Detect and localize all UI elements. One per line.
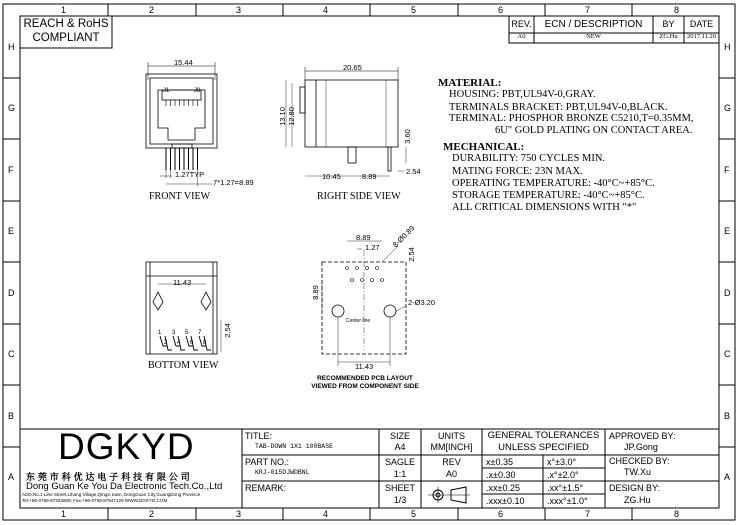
remark-label: REMARK: [245, 483, 287, 493]
revision-cell: ZG.Hu [659, 33, 678, 40]
design-value: ZG.Hu [624, 495, 651, 505]
mechanical-line: OPERATING TEMPERATURE: -40°C~+85°C. [452, 178, 655, 189]
grid-col-label: 2 [149, 5, 155, 15]
dim-pcb-peg: 2-Ø3.20 [408, 298, 436, 307]
revision-header: DATE [689, 19, 714, 29]
grid-col-label: 5 [411, 509, 417, 519]
title-value: TAB-DOWN 1X1 100BASE [255, 443, 334, 450]
material-line: TERMINAL: PHOSPHOR BRONZE C5210,T=0.35MM, [449, 113, 694, 124]
pcb-layout-title [300, 375, 430, 391]
material-heading: MATERIAL: [438, 77, 502, 89]
tolerance-linear: .xxx±0.10 [486, 496, 525, 506]
size-value: A4 [394, 442, 406, 452]
dim-pcb-a: 8.89 [356, 233, 371, 242]
material-line: TERMINALS BRACKET: PBT,UL94V-0,BLACK. [449, 102, 668, 113]
tolerance-angular: .xxx°±1.0° [547, 496, 588, 506]
compliance-line: COMPLIANT [32, 32, 100, 44]
revision-cell: 2017.11.20 [686, 33, 716, 40]
grid-row-label: H [8, 42, 15, 52]
company-name-cn: 东 莞 市 科 优 达 电 子 科 技 有 限 公 司 [26, 472, 190, 482]
scale-label: SAGLE [384, 457, 415, 467]
grid-row-label: F [724, 165, 730, 175]
company-address: ADD:No.1 Lihe Street,Lihang Village,Qingxi town, DongGuan City,GuangDong Province [22, 492, 201, 497]
pcb-layout-drawing [322, 241, 406, 366]
grid-col-label: 7 [585, 5, 591, 15]
design-label: DESIGN BY: [609, 483, 661, 493]
grid-row-label: E [8, 226, 15, 236]
grid-row-label: A [8, 472, 15, 482]
dim-front-span: 7*1.27=8.89 [213, 178, 254, 187]
dim-bottom-pin: 3 [172, 330, 176, 336]
grid-col-label: 2 [149, 509, 155, 519]
grid-col-label: 3 [236, 5, 242, 15]
revision-cell: A0 [517, 33, 526, 40]
approved-label: APPROVED BY: [609, 431, 676, 441]
part-label: PART NO.: [245, 457, 290, 467]
dim-pcb-center: Center line [346, 318, 371, 324]
grid-col-label: 5 [411, 5, 417, 15]
grid-col-label: 1 [61, 5, 67, 15]
grid-col-label: 6 [498, 5, 504, 15]
tolerance-linear: .xx±0.25 [486, 483, 520, 493]
mechanical-line: ALL CRITICAL DIMENSIONS WITH "*" [452, 202, 637, 213]
grid-col-label: 7 [585, 509, 591, 519]
grid-row-label: D [724, 288, 731, 298]
size-label: SIZE [389, 431, 410, 441]
grid-col-label: 1 [61, 509, 67, 519]
approved-value: JP.Gong [624, 442, 658, 452]
scale-value: 1:1 [393, 469, 407, 479]
tolerance-heading: GENERAL TOLERANCES [487, 430, 600, 441]
dim-front-pitch: 1.27TYP [175, 170, 205, 179]
grid-row-label: C [8, 349, 15, 359]
grid-col-label: 3 [236, 509, 242, 519]
tolerance-subheading: UNLESS SPECIFIED [498, 442, 589, 453]
dim-bottom-pin: 1 [158, 330, 162, 336]
dim-side-a: 10.45 [322, 172, 341, 181]
dim-side-b: 8.89 [362, 172, 377, 181]
dim-side-height: 13.10 [277, 107, 287, 126]
front-view-drawing [146, 62, 217, 186]
grid-col-label: 8 [674, 509, 680, 519]
company-logo: DGKYD [58, 426, 195, 467]
material-line: 6U" GOLD PLATING ON CONTACT AREA. [495, 125, 693, 136]
tolerance-linear: .x±0.30 [486, 470, 516, 480]
pcb-layout-title-line: VIEWED FROM COMPONENT SIDE [311, 383, 419, 390]
dim-side-width: 20.65 [343, 63, 362, 72]
revision-header: ECN / DESCRIPTION [544, 19, 643, 30]
dim-bottom-width: 11.43 [173, 278, 192, 287]
revision-header: REV. [511, 19, 532, 29]
grid-row-label: B [8, 411, 15, 421]
dim-bottom-height: 2.54 [222, 323, 232, 338]
dim-bottom-pin: 4 [177, 340, 181, 346]
rev-label: REV [442, 457, 461, 467]
grid-row-label: E [724, 226, 731, 236]
dim-bottom-pin: 5 [185, 330, 189, 336]
grid-row-label: G [8, 103, 16, 113]
dim-pcb-c: 2.54 [406, 247, 416, 262]
tolerance-angular: x°±3.0° [547, 457, 577, 467]
mechanical-heading: MECHANICAL: [443, 141, 525, 153]
bottom-view-drawing [146, 262, 221, 354]
mechanical-line: MATING FORCE: 23N MAX. [452, 166, 583, 177]
grid-row-label: A [724, 472, 731, 482]
dim-bottom-pin: 8 [203, 340, 207, 346]
material-line: HOUSING: PBT,UL94V-0,GRAY. [449, 89, 596, 100]
rev-value: A0 [445, 469, 457, 479]
grid-col-label: 8 [674, 5, 680, 15]
units-label: UNITS [438, 431, 465, 441]
sheet-value: 1/3 [393, 495, 407, 505]
dim-bottom-pin: 7 [198, 330, 202, 336]
dim-bottom-pin: 6 [190, 340, 194, 346]
dim-pcb-d: 8.89 [310, 285, 320, 300]
tolerance-angular: .xx°±1.5° [547, 483, 584, 493]
units-value: MM[INCH] [430, 442, 473, 452]
compliance-line: REACH & RoHS [23, 18, 109, 30]
title-label: TITLE: [245, 431, 273, 441]
part-value: KRJ-015DJWDBNL [255, 469, 310, 476]
grid-row-label: B [724, 411, 731, 421]
grid-col-label: 6 [498, 509, 504, 519]
dim-side-c: 2.54 [406, 167, 421, 176]
bottom-view-title: BOTTOM VIEW [148, 360, 219, 371]
mechanical-line: DURABILITY: 750 CYCLES MIN. [452, 153, 606, 164]
dim-side-leg: 3.60 [402, 129, 412, 144]
grid-row-label: C [724, 349, 731, 359]
pcb-layout-title-line: RECOMMENDED PCB LAYOUT [317, 375, 413, 382]
checked-label: CHECKED BY: [609, 456, 670, 466]
company-name-en: Dong Guan Ke You Da Electronic Tech.Co.,Ltd [26, 481, 223, 492]
dim-side-height-inner: 12.80 [286, 107, 296, 126]
revision-header: BY [662, 19, 675, 29]
grid-col-label: 4 [323, 509, 329, 519]
company-contact: Tel:+86-0769-87334608; Fax:+86-0769-87647129 WWW.DGKYD.COM [22, 498, 168, 503]
mechanical-line: STORAGE TEMPERATURE: -40°C~+85°C. [452, 190, 645, 201]
grid-row-label: D [8, 288, 15, 298]
right-side-view-drawing [286, 67, 406, 176]
tolerance-angular: .x°±2.0° [547, 470, 579, 480]
revision-cell: NEW [586, 33, 601, 40]
dim-pcb-width: 11.43 [355, 362, 374, 371]
grid-row-label: F [8, 165, 14, 175]
dim-bottom-pin: 2 [164, 340, 168, 346]
dim-front-width: 15.44 [174, 58, 193, 67]
checked-value: TW.Xu [624, 467, 652, 477]
dim-front-j1: J1 [163, 88, 170, 94]
front-view-title: FRONT VIEW [149, 191, 211, 202]
dim-pcb-hole: 8-Ø0.89 [390, 223, 417, 250]
right-side-view-title: RIGHT SIDE VIEW [317, 191, 401, 202]
grid-row-label: G [724, 103, 732, 113]
dim-pcb-b: 1.27 [365, 243, 380, 252]
grid-col-label: 4 [323, 5, 329, 15]
tolerance-linear: x±0.35 [486, 457, 513, 467]
dim-front-j8: J8 [194, 88, 201, 94]
sheet-label: SHEET [384, 483, 415, 493]
grid-row-label: H [724, 42, 731, 52]
